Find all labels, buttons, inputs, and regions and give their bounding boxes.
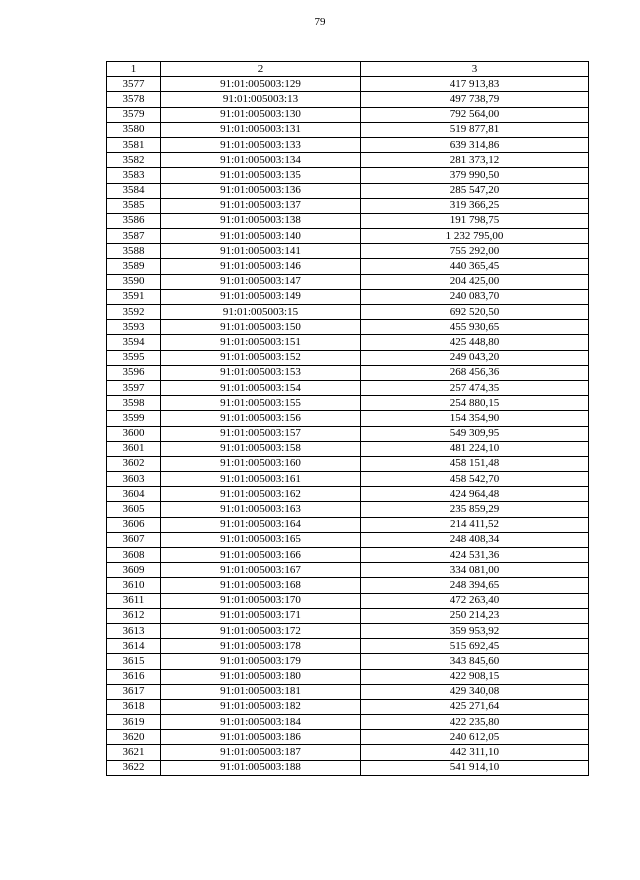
row-number-cell: 3580 <box>107 122 161 137</box>
table-row <box>107 654 589 669</box>
cadastral-number-cell: 91:01:005003:15 <box>161 305 361 320</box>
value-cell: 455 930,65 <box>361 320 589 335</box>
table-row <box>107 350 589 365</box>
value-cell: 481 224,10 <box>361 441 589 456</box>
row-number-cell: 3594 <box>107 335 161 350</box>
row-number-cell: 3602 <box>107 456 161 471</box>
table-row <box>107 502 589 517</box>
table-row <box>107 396 589 411</box>
table-row <box>107 563 589 578</box>
row-number-cell: 3599 <box>107 411 161 426</box>
value-cell: 250 214,23 <box>361 608 589 623</box>
cadastral-number-cell: 91:01:005003:171 <box>161 608 361 623</box>
cadastral-number-cell: 91:01:005003:184 <box>161 715 361 730</box>
value-cell: 248 394,65 <box>361 578 589 593</box>
cadastral-number-cell: 91:01:005003:149 <box>161 289 361 304</box>
cadastral-number-cell: 91:01:005003:160 <box>161 456 361 471</box>
cadastral-value-table <box>106 61 589 776</box>
cadastral-number-cell: 91:01:005003:147 <box>161 274 361 289</box>
row-number-cell: 3607 <box>107 532 161 547</box>
cadastral-number-cell: 91:01:005003:141 <box>161 244 361 259</box>
value-cell: 497 738,79 <box>361 92 589 107</box>
cadastral-number-cell: 91:01:005003:170 <box>161 593 361 608</box>
cadastral-number-cell: 91:01:005003:163 <box>161 502 361 517</box>
row-number-cell: 3579 <box>107 107 161 122</box>
cadastral-number-cell: 91:01:005003:137 <box>161 198 361 213</box>
value-cell: 248 408,34 <box>361 532 589 547</box>
table-row <box>107 244 589 259</box>
row-number-cell: 3596 <box>107 365 161 380</box>
cadastral-number-cell: 91:01:005003:168 <box>161 578 361 593</box>
table-row <box>107 122 589 137</box>
table-row <box>107 92 589 107</box>
cadastral-number-cell: 91:01:005003:188 <box>161 760 361 775</box>
table-row <box>107 548 589 563</box>
cadastral-number-cell: 91:01:005003:151 <box>161 335 361 350</box>
table-row <box>107 380 589 395</box>
cadastral-number-cell: 91:01:005003:157 <box>161 426 361 441</box>
table-row <box>107 77 589 92</box>
column-header-number: 1 <box>107 62 161 77</box>
cadastral-number-cell: 91:01:005003:146 <box>161 259 361 274</box>
table-row <box>107 426 589 441</box>
cadastral-number-cell: 91:01:005003:166 <box>161 548 361 563</box>
cadastral-number-cell: 91:01:005003:134 <box>161 153 361 168</box>
table-row <box>107 684 589 699</box>
table-row <box>107 411 589 426</box>
cadastral-number-cell: 91:01:005003:154 <box>161 380 361 395</box>
value-cell: 343 845,60 <box>361 654 589 669</box>
value-cell: 359 953,92 <box>361 623 589 638</box>
row-number-cell: 3598 <box>107 396 161 411</box>
row-number-cell: 3604 <box>107 487 161 502</box>
row-number-cell: 3589 <box>107 259 161 274</box>
row-number-cell: 3595 <box>107 350 161 365</box>
cadastral-number-cell: 91:01:005003:167 <box>161 563 361 578</box>
cadastral-number-cell: 91:01:005003:162 <box>161 487 361 502</box>
value-cell: 440 365,45 <box>361 259 589 274</box>
value-cell: 214 411,52 <box>361 517 589 532</box>
value-cell: 235 859,29 <box>361 502 589 517</box>
cadastral-number-cell: 91:01:005003:131 <box>161 122 361 137</box>
table-row <box>107 532 589 547</box>
cadastral-number-cell: 91:01:005003:133 <box>161 137 361 152</box>
cadastral-number-cell: 91:01:005003:180 <box>161 669 361 684</box>
value-cell: 285 547,20 <box>361 183 589 198</box>
cadastral-number-cell: 91:01:005003:164 <box>161 517 361 532</box>
cadastral-number-cell: 91:01:005003:156 <box>161 411 361 426</box>
row-number-cell: 3600 <box>107 426 161 441</box>
row-number-cell: 3578 <box>107 92 161 107</box>
table-row <box>107 730 589 745</box>
value-cell: 424 531,36 <box>361 548 589 563</box>
value-cell: 792 564,00 <box>361 107 589 122</box>
value-cell: 424 964,48 <box>361 487 589 502</box>
table-row <box>107 229 589 244</box>
value-cell: 425 271,64 <box>361 699 589 714</box>
row-number-cell: 3622 <box>107 760 161 775</box>
row-number-cell: 3585 <box>107 198 161 213</box>
cadastral-number-cell: 91:01:005003:178 <box>161 639 361 654</box>
value-cell: 422 908,15 <box>361 669 589 684</box>
value-cell: 1 232 795,00 <box>361 229 589 244</box>
table-row <box>107 259 589 274</box>
value-cell: 549 309,95 <box>361 426 589 441</box>
row-number-cell: 3610 <box>107 578 161 593</box>
row-number-cell: 3593 <box>107 320 161 335</box>
value-cell: 417 913,83 <box>361 77 589 92</box>
table-row <box>107 745 589 760</box>
value-cell: 458 542,70 <box>361 472 589 487</box>
table-row <box>107 320 589 335</box>
value-cell: 191 798,75 <box>361 213 589 228</box>
row-number-cell: 3603 <box>107 472 161 487</box>
cadastral-number-cell: 91:01:005003:140 <box>161 229 361 244</box>
cadastral-number-cell: 91:01:005003:187 <box>161 745 361 760</box>
table-row <box>107 760 589 775</box>
table-header-row <box>107 62 589 77</box>
row-number-cell: 3618 <box>107 699 161 714</box>
table-row <box>107 198 589 213</box>
row-number-cell: 3584 <box>107 183 161 198</box>
row-number-cell: 3605 <box>107 502 161 517</box>
row-number-cell: 3577 <box>107 77 161 92</box>
row-number-cell: 3583 <box>107 168 161 183</box>
table-row <box>107 365 589 380</box>
row-number-cell: 3611 <box>107 593 161 608</box>
value-cell: 472 263,40 <box>361 593 589 608</box>
cadastral-number-cell: 91:01:005003:130 <box>161 107 361 122</box>
value-cell: 425 448,80 <box>361 335 589 350</box>
table-row <box>107 517 589 532</box>
cadastral-number-cell: 91:01:005003:155 <box>161 396 361 411</box>
cadastral-number-cell: 91:01:005003:182 <box>161 699 361 714</box>
row-number-cell: 3606 <box>107 517 161 532</box>
row-number-cell: 3614 <box>107 639 161 654</box>
value-cell: 268 456,36 <box>361 365 589 380</box>
row-number-cell: 3609 <box>107 563 161 578</box>
table-row <box>107 137 589 152</box>
page-number: 79 <box>314 16 326 28</box>
value-cell: 319 366,25 <box>361 198 589 213</box>
table-row <box>107 699 589 714</box>
value-cell: 458 151,48 <box>361 456 589 471</box>
value-cell: 254 880,15 <box>361 396 589 411</box>
table-row <box>107 456 589 471</box>
row-number-cell: 3590 <box>107 274 161 289</box>
column-header-value: 3 <box>361 62 589 77</box>
table-row <box>107 487 589 502</box>
value-cell: 204 425,00 <box>361 274 589 289</box>
cadastral-number-cell: 91:01:005003:181 <box>161 684 361 699</box>
table-row <box>107 305 589 320</box>
row-number-cell: 3613 <box>107 623 161 638</box>
cadastral-number-cell: 91:01:005003:138 <box>161 213 361 228</box>
table-row <box>107 593 589 608</box>
cadastral-number-cell: 91:01:005003:136 <box>161 183 361 198</box>
row-number-cell: 3617 <box>107 684 161 699</box>
row-number-cell: 3621 <box>107 745 161 760</box>
row-number-cell: 3615 <box>107 654 161 669</box>
cadastral-number-cell: 91:01:005003:172 <box>161 623 361 638</box>
value-cell: 334 081,00 <box>361 563 589 578</box>
row-number-cell: 3592 <box>107 305 161 320</box>
value-cell: 639 314,86 <box>361 137 589 152</box>
row-number-cell: 3587 <box>107 229 161 244</box>
table-row <box>107 168 589 183</box>
table-row <box>107 274 589 289</box>
cadastral-number-cell: 91:01:005003:158 <box>161 441 361 456</box>
row-number-cell: 3582 <box>107 153 161 168</box>
value-cell: 755 292,00 <box>361 244 589 259</box>
table-row <box>107 153 589 168</box>
cadastral-number-cell: 91:01:005003:135 <box>161 168 361 183</box>
cadastral-number-cell: 91:01:005003:150 <box>161 320 361 335</box>
value-cell: 379 990,50 <box>361 168 589 183</box>
row-number-cell: 3612 <box>107 608 161 623</box>
table-row <box>107 623 589 638</box>
table-row <box>107 213 589 228</box>
cadastral-number-cell: 91:01:005003:129 <box>161 77 361 92</box>
cadastral-number-cell: 91:01:005003:153 <box>161 365 361 380</box>
table-row <box>107 289 589 304</box>
cadastral-number-cell: 91:01:005003:186 <box>161 730 361 745</box>
table-row <box>107 472 589 487</box>
row-number-cell: 3586 <box>107 213 161 228</box>
row-number-cell: 3591 <box>107 289 161 304</box>
table-row <box>107 441 589 456</box>
cadastral-number-cell: 91:01:005003:161 <box>161 472 361 487</box>
table-body <box>107 77 589 776</box>
value-cell: 515 692,45 <box>361 639 589 654</box>
cadastral-number-cell: 91:01:005003:179 <box>161 654 361 669</box>
table-row <box>107 183 589 198</box>
value-cell: 281 373,12 <box>361 153 589 168</box>
value-cell: 154 354,90 <box>361 411 589 426</box>
value-cell: 240 612,05 <box>361 730 589 745</box>
value-cell: 429 340,08 <box>361 684 589 699</box>
row-number-cell: 3620 <box>107 730 161 745</box>
value-cell: 249 043,20 <box>361 350 589 365</box>
row-number-cell: 3597 <box>107 380 161 395</box>
value-cell: 422 235,80 <box>361 715 589 730</box>
cadastral-number-cell: 91:01:005003:152 <box>161 350 361 365</box>
cadastral-number-cell: 91:01:005003:13 <box>161 92 361 107</box>
column-header-cadastral-number: 2 <box>161 62 361 77</box>
table-row <box>107 335 589 350</box>
value-cell: 519 877,81 <box>361 122 589 137</box>
table-row <box>107 639 589 654</box>
row-number-cell: 3608 <box>107 548 161 563</box>
value-cell: 240 083,70 <box>361 289 589 304</box>
table-row <box>107 608 589 623</box>
row-number-cell: 3588 <box>107 244 161 259</box>
row-number-cell: 3619 <box>107 715 161 730</box>
value-cell: 257 474,35 <box>361 380 589 395</box>
table-row <box>107 107 589 122</box>
value-cell: 541 914,10 <box>361 760 589 775</box>
value-cell: 692 520,50 <box>361 305 589 320</box>
value-cell: 442 311,10 <box>361 745 589 760</box>
table-row <box>107 715 589 730</box>
table-row <box>107 669 589 684</box>
cadastral-number-cell: 91:01:005003:165 <box>161 532 361 547</box>
row-number-cell: 3581 <box>107 137 161 152</box>
table-row <box>107 578 589 593</box>
row-number-cell: 3616 <box>107 669 161 684</box>
row-number-cell: 3601 <box>107 441 161 456</box>
